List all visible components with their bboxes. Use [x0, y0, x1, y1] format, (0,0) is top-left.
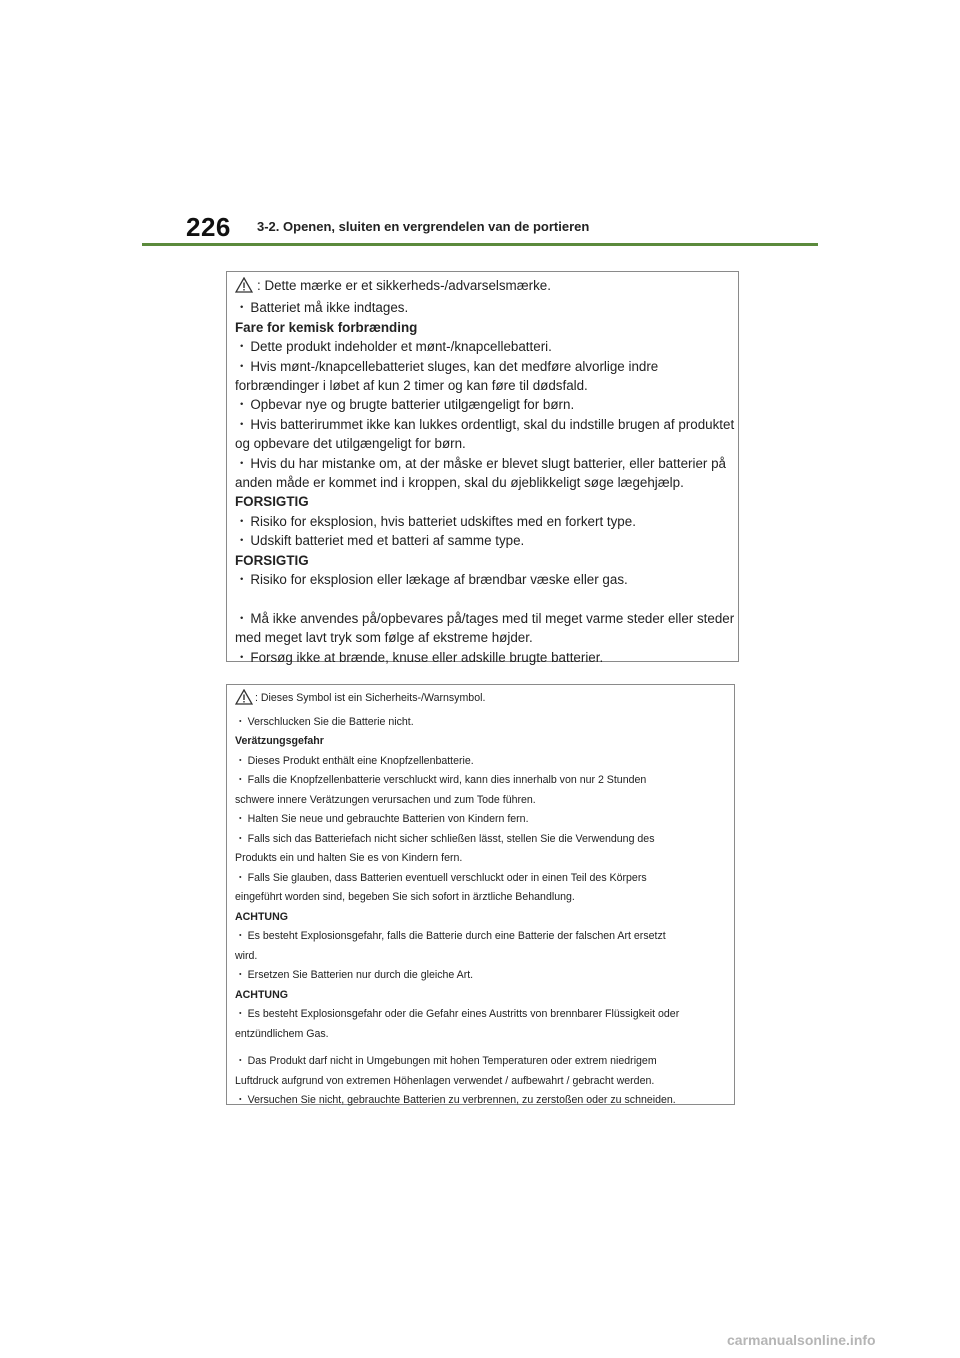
continuation-line: med meget lavt tryk som følge af ekstreme højder.	[235, 630, 533, 646]
bullet-item	[235, 1091, 726, 1111]
continuation-line: Luftdruck aufgrund von extremen Höhenlagen verwendet / aufbewahrt / gebracht werden.	[235, 1074, 655, 1087]
warning-heading: Verätzungsgefahr	[235, 735, 324, 747]
bullet-mark: ・	[235, 754, 246, 767]
bullet-mark: ・	[235, 1008, 246, 1020]
continuation-line: entzündlichem Gas.	[235, 1027, 329, 1040]
continuation-line: anden måde er kommet ind i kroppen, skal du øjeblikkeligt søge lægehjælp.	[235, 475, 684, 491]
continuation-line: Produkts ein und halten Sie es von Kindern fern.	[235, 852, 463, 864]
danish-warning-panel	[226, 271, 739, 665]
bullet-mark: ・	[235, 397, 249, 413]
bullet-text: Må ikke anvendes på/opbevares på/tages med til meget varme steder eller steder	[250, 610, 735, 626]
bullet-text: Hvis mønt-/knapcellebatteriet sluges, kan det medføre alvorlige indre	[250, 358, 659, 374]
german-rows	[235, 713, 726, 1111]
page-number: 226	[186, 212, 231, 242]
continuation-line: eingeführt worden sind, begeben Sie sich sofort in ärztliche Behandlung.	[235, 891, 575, 903]
danish-rows	[235, 298, 735, 667]
bullet-text: Risiko for eksplosion eller lækage af brændbar væske eller gas.	[250, 572, 628, 588]
bullet-mark: ・	[235, 715, 246, 728]
bullet-item	[235, 648, 730, 667]
bullet-item	[235, 609, 735, 628]
bullet-item	[235, 337, 730, 356]
bullet-text: Versuchen Sie nicht, gebrauchte Batterien zu verbrennen, zu zerstoßen oder zu schneiden.	[247, 1094, 676, 1106]
bullet-mark: ・	[235, 1094, 246, 1106]
bullet-item	[235, 454, 730, 473]
bullet-item	[235, 752, 726, 772]
warning-heading: ACHTUNG	[235, 988, 288, 1001]
bullet-text: Falls Sie glauben, dass Batterien eventuell verschluckt oder in einen Teil des Körpers	[247, 871, 647, 884]
bullet-item	[235, 1052, 726, 1072]
bullet-item	[235, 771, 726, 791]
bullet-item	[235, 357, 730, 376]
symbol-note-text: : Dette mærke er et sikkerheds-/advarselsmærke.	[257, 278, 551, 293]
bullet-item	[235, 927, 726, 947]
bullet-mark: ・	[235, 416, 249, 432]
bullet-mark: ・	[235, 930, 246, 942]
bullet-mark: ・	[235, 649, 249, 665]
bullet-mark: ・	[235, 1055, 246, 1067]
bullet-text: Es besteht Explosionsgefahr, falls die Batterie durch eine Batterie der falschen Art ersetzt	[247, 930, 666, 942]
bullet-mark: ・	[235, 513, 249, 529]
bullet-text: Risiko for eksplosion, hvis batteriet udskiftes med en forkert type.	[250, 513, 636, 529]
bullet-mark: ・	[235, 533, 249, 549]
bullet-mark: ・	[235, 813, 246, 825]
bullet-text: Opbevar nye og brugte batterier utilgængeligt for børn.	[250, 397, 575, 413]
bullet-text: Verschlucken Sie die Batterie nicht.	[247, 715, 414, 728]
bullet-item	[235, 531, 730, 550]
bullet-mark: ・	[235, 610, 249, 626]
bullet-item	[235, 1005, 726, 1025]
bullet-item	[235, 395, 730, 414]
continuation-line: wird.	[235, 949, 258, 962]
header-rule	[142, 243, 818, 246]
bullet-text: Dieses Produkt enthält eine Knopfzellenbatterie.	[247, 754, 474, 767]
warning-heading: ACHTUNG	[235, 910, 288, 923]
continuation-line: og opbevare det utilgængeligt for børn.	[235, 436, 466, 452]
symbol-note-row	[235, 689, 726, 713]
bullet-item	[235, 830, 726, 850]
warning-heading: FORSIGTIG	[235, 494, 309, 510]
bullet-text: Das Produkt darf nicht in Umgebungen mit hohen Temperaturen oder extrem niedrigem	[247, 1055, 657, 1067]
bullet-text: Batteriet må ikke indtages.	[250, 300, 409, 316]
german-warning-panel	[226, 684, 735, 1105]
bullet-text: Forsøg ikke at brænde, knuse eller adskille brugte batterier.	[250, 649, 604, 665]
bullet-mark: ・	[235, 969, 246, 981]
bullet-item	[235, 415, 735, 434]
bullet-item	[235, 713, 726, 733]
section-title: 3-2. Openen, sluiten en vergrendelen van de portieren	[257, 219, 590, 234]
watermark: carmanualsonline.info	[727, 1332, 876, 1348]
bullet-mark: ・	[235, 832, 246, 845]
spacer	[235, 590, 730, 609]
bullet-text: Ersetzen Sie Batterien nur durch die gleiche Art.	[247, 969, 474, 981]
symbol-note-text: : Dieses Symbol ist ein Sicherheits-/Warnsymbol.	[255, 692, 486, 704]
warning-triangle-icon	[235, 689, 253, 713]
warning-heading: Fare for kemisk forbrænding	[235, 319, 418, 335]
continuation-line: forbrændinger i løbet af kun 2 timer og kan føre til dødsfald.	[235, 378, 588, 394]
symbol-note-row	[235, 276, 730, 298]
warning-heading: FORSIGTIG	[235, 552, 309, 568]
bullet-item	[235, 570, 730, 589]
bullet-item	[235, 966, 726, 986]
bullet-text: Halten Sie neue und gebrauchte Batterien von Kindern fern.	[247, 813, 529, 825]
bullet-mark: ・	[235, 358, 249, 374]
bullet-item	[235, 810, 726, 830]
bullet-text: Dette produkt indeholder et mønt-/knapcellebatteri.	[250, 339, 552, 355]
bullet-text: Falls sich das Batteriefach nicht sicher schließen lässt, stellen Sie die Verwendung des	[247, 832, 655, 845]
bullet-text: Es besteht Explosionsgefahr oder die Gefahr eines Austritts von brennbarer Flüssigkeit oder	[247, 1008, 680, 1020]
bullet-item	[235, 298, 730, 317]
bullet-mark: ・	[235, 774, 246, 786]
bullet-text: Hvis batterirummet ikke kan lukkes ordentligt, skal du indstille brugen af produktet	[250, 416, 735, 432]
continuation-line: schwere innere Verätzungen verursachen und zum Tode führen.	[235, 793, 536, 806]
bullet-text: Falls die Knopfzellenbatterie verschluckt wird, kann dies innerhalb von nur 2 Stunden	[247, 774, 647, 786]
warning-triangle-icon	[235, 277, 253, 298]
bullet-mark: ・	[235, 572, 249, 588]
bullet-mark: ・	[235, 871, 246, 884]
spacer	[235, 1044, 726, 1052]
bullet-text: Udskift batteriet med et batteri af samme type.	[250, 533, 525, 549]
bullet-item	[235, 512, 730, 531]
bullet-item	[235, 869, 726, 889]
bullet-text: Hvis du har mistanke om, at der måske er blevet slugt batterier, eller batterier på	[250, 455, 726, 471]
bullet-mark: ・	[235, 339, 249, 355]
bullet-mark: ・	[235, 300, 249, 316]
bullet-mark: ・	[235, 455, 249, 471]
